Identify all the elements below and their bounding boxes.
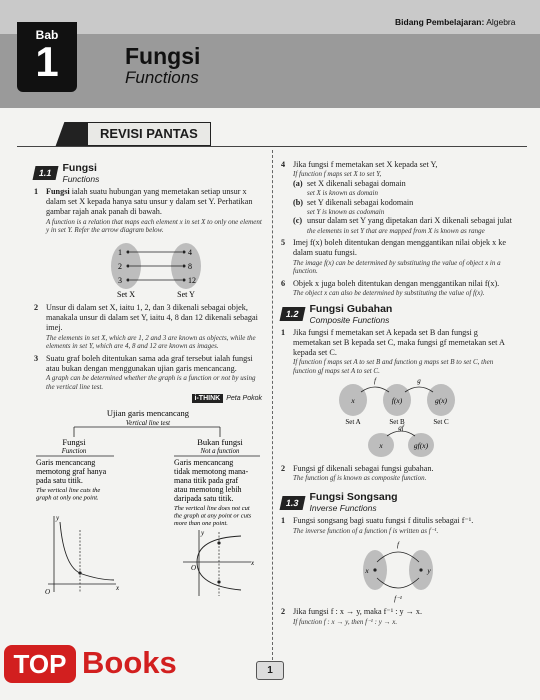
example-graphs	[34, 510, 262, 598]
composite-diagram	[281, 378, 517, 460]
tree-desc-line: pada satu titik.	[36, 475, 83, 485]
list-item: 2 Unsur di dalam set X, iaitu 1, 2, dan 3 dikenali sebagai objek, manakala unsur di dalam set Y, iaitu 4, 8 dan 12 dikenali sebagai imej. The elements in set X, which are 1, 2 and 3 are known as objects, while the elements in set Y, which are 4, 8 and 12 are known as images.	[34, 303, 258, 351]
domain-element: 1	[118, 247, 122, 257]
svg-text:g(x): g(x)	[434, 396, 448, 406]
list-item: 5 Imej f(x) boleh ditentukan dengan menggantikan nilai objek x ke dalam suatu fungsi. The image f(x) can be determined by substituting the value of object x in a function.	[281, 238, 507, 276]
tree-left-en: Function	[61, 447, 87, 455]
tree-map	[34, 407, 262, 527]
tree-right: Bukan fungsi	[197, 436, 243, 447]
tree-desc-line: memotong graf hanya	[36, 466, 107, 476]
svg-text:Set B: Set B	[389, 418, 405, 427]
tree-right-en: Not a function	[200, 447, 240, 455]
section-1-2-heading: 1.2 Fungsi Gubahan Composite Functions	[281, 304, 517, 325]
codomain-element: 8	[188, 261, 192, 271]
revisi-pantas-label: REVISI PANTAS	[88, 122, 211, 146]
svg-text:y: y	[201, 528, 205, 537]
domain-element: 3	[118, 275, 122, 285]
ithink-label: i-THINK Peta Pokok	[34, 394, 262, 404]
logo-top: TOP	[4, 645, 76, 683]
tree-root: Ujian garis mencancang	[106, 407, 190, 418]
codomain-element: 12	[188, 275, 196, 285]
svg-text:x: x	[251, 558, 255, 567]
svg-text:x: x	[365, 566, 369, 576]
svg-text:Set C: Set C	[433, 418, 449, 427]
arrow-diagram	[34, 238, 262, 300]
tree-desc-en-line: The vertical line cuts the	[36, 486, 101, 494]
tree-root-en: Vertical line test	[125, 419, 171, 427]
tree-desc-line: atau memotong lebih	[174, 484, 242, 494]
svg-text:gf(x): gf(x)	[413, 441, 429, 451]
page-number: 1	[256, 661, 284, 680]
svg-text:x: x	[379, 441, 383, 451]
section-1-3-heading: 1.3 Fungsi Songsang Inverse Functions	[281, 492, 517, 513]
left-column	[34, 163, 262, 598]
section-1-1-heading: 1.1 Fungsi Functions	[34, 163, 262, 184]
logo-books: Books	[82, 645, 177, 680]
codomain-element: 4	[188, 247, 192, 257]
column-divider	[272, 150, 273, 660]
svg-text:gf: gf	[398, 424, 404, 433]
svg-text:f: f	[397, 541, 399, 550]
tree-left: Fungsi	[62, 436, 86, 447]
not-function-graph	[179, 510, 259, 598]
tree-desc-en-line: more than one point.	[174, 519, 228, 527]
codomain-dot	[183, 250, 186, 253]
set-x-label: Set X	[117, 289, 135, 299]
svg-text:O: O	[45, 587, 51, 596]
domain-dot	[127, 278, 130, 281]
domain-element: 2	[118, 261, 122, 271]
tree-desc-line: Garis mencancang	[36, 457, 96, 467]
tree-desc-line: daripada satu titik.	[174, 493, 234, 503]
inverse-diagram	[281, 538, 517, 604]
set-y-label: Set Y	[177, 289, 195, 299]
topbooks-logo	[4, 640, 176, 688]
list-item: 2 Fungsi gf dikenali sebagai fungsi gubahan. The function gf is known as composite function.	[281, 463, 434, 482]
tree-desc-en-line: graph at only one point.	[36, 494, 99, 502]
list-item: 4 Jika fungsi f memetakan set X kepada set Y, If function f maps set X to set Y, (a) set X dikenali sebagai domain set X is known as domain (b) set Y dikenali sebagai kodomain set Y is known as codomain (c) unsur dalam set Y yang dipetakan dari X dikenali sebagai julat the elements in set Y that are mapped from X is known as range	[281, 160, 512, 235]
codomain-dot	[183, 264, 186, 267]
tree-desc-line: mana titik pada graf	[174, 475, 239, 485]
chapter-word: Bab	[35, 28, 59, 42]
list-item: 1 Fungsi ialah suatu hubungan yang memetakan setiap unsur x dalam set X kepada hanya satu unsur y dalam set Y. Perhatikan gambar rajah anak panah di bawah. A function is a relation that maps each element x in set X to only one element y in set Y. Refer the arrow diagram below.	[34, 187, 262, 235]
learning-area: Bidang Pembelajaran: Algebra	[395, 17, 516, 27]
svg-text:f: f	[374, 377, 376, 386]
revisi-pantas-banner	[60, 122, 270, 146]
list-item: 3 Suatu graf boleh ditentukan sama ada graf tersebut ialah fungsi atau bukan dengan menggunakan ujian garis mencancang. A graph can be determined whether the graph is a function or not by using the vertical line test.	[34, 353, 256, 391]
chapter-title: Fungsi	[125, 43, 201, 69]
chapter-title-en: Functions	[125, 68, 199, 87]
svg-text:y: y	[56, 513, 60, 522]
svg-text:y: y	[427, 566, 431, 576]
divider	[17, 146, 527, 147]
tree-desc-en-line: the graph at any point or cuts	[174, 512, 252, 520]
function-graph	[42, 510, 122, 598]
chapter-header	[0, 0, 540, 108]
domain-dot	[127, 264, 130, 267]
svg-text:g: g	[417, 377, 421, 386]
chapter-number: 1	[35, 38, 59, 85]
right-column	[281, 160, 517, 629]
svg-text:f⁻¹: f⁻¹	[394, 595, 402, 604]
svg-text:x: x	[116, 583, 120, 592]
codomain-dot	[183, 278, 186, 281]
chapter-badge	[17, 22, 77, 92]
tree-desc-line: tidak memotong mana-	[174, 466, 249, 476]
list-item: 1 Jika fungsi f memetakan set A kepada set B dan fungsi g memetakan set B kepada set C, maka fungsi gf memetakan set A kepada set C. If function f maps set A to set B and function g maps set B to set C, then function gf maps set A to set C.	[281, 327, 505, 375]
list-item: 2 Jika fungsi f : x → y, maka f⁻¹ : y → x. If function f : x → y, then f⁻¹ : y → x.	[281, 607, 423, 626]
svg-text:x: x	[351, 396, 355, 406]
list-item: 1 Fungsi songsang bagi suatu fungsi f ditulis sebagai f⁻¹. The inverse function of a function f is written as f⁻¹.	[281, 516, 474, 535]
svg-text:f(x): f(x)	[391, 396, 403, 406]
svg-text:O: O	[191, 563, 197, 572]
tree-desc-line: Garis mencancang	[174, 457, 234, 467]
list-item: 6 Objek x juga boleh ditentukan dengan menggantikan nilai f(x). The object x can also be determined by substituting the value of f(x).	[281, 278, 500, 297]
domain-dot	[127, 250, 130, 253]
tree-desc-en-line: The vertical line does not cut	[174, 504, 250, 512]
svg-text:Set A: Set A	[345, 418, 361, 427]
